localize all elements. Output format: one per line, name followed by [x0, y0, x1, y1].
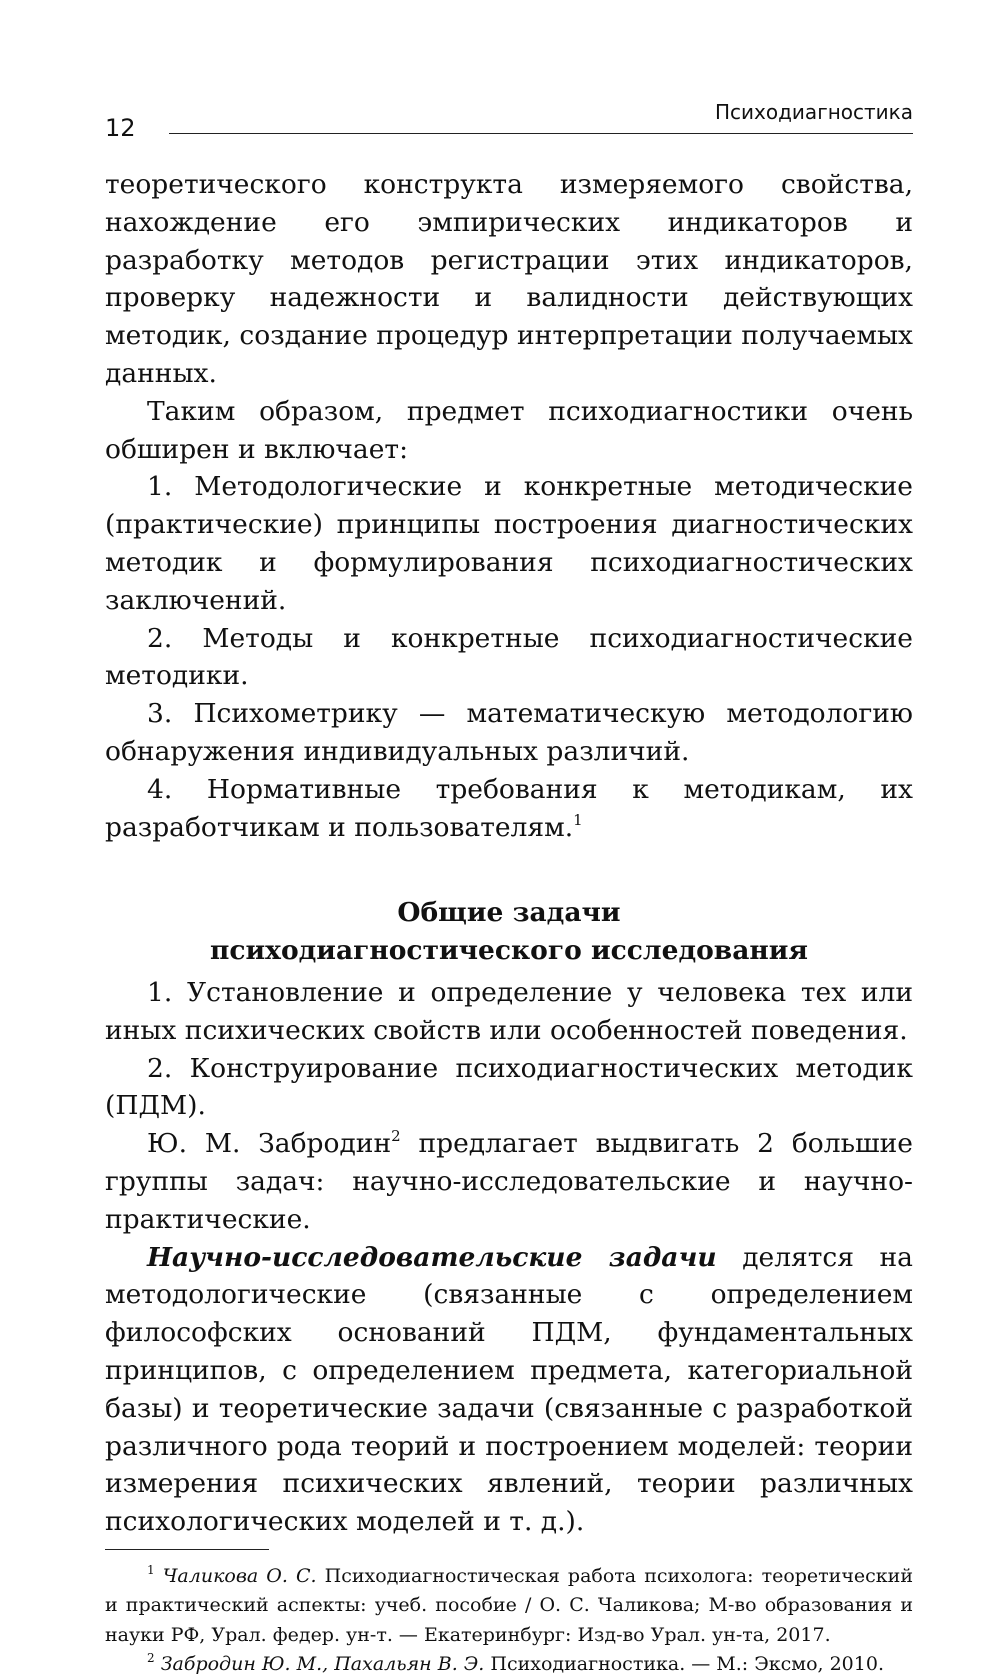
subject-intro-paragraph: Таким образом, предмет психодиагностики очень обширен и включает: [105, 395, 913, 465]
list-item-4 [105, 771, 913, 847]
list-item-4-text: 4. Нормативные требования к методикам, их разработчикам и пользователям. [105, 773, 913, 843]
continuation-paragraph: теоретического конструкта измеряемого свойства, нахождение его эмпирических индикаторов и разработку методов регистрации этих индикаторов, проверку надежности и валидности действующих методик, создание процедур интерпретации получаемых данных. [105, 169, 913, 389]
zabrodin-name: Ю. М. Забродин [147, 1128, 392, 1160]
footnote-ref-1[interactable]: 1 [573, 810, 583, 829]
footnote-2-text: Психодиагностика. — М.: Эксмо, 2010. [484, 1653, 884, 1676]
footnote-2-mark: 2 [147, 1651, 155, 1666]
running-head [105, 100, 913, 140]
footnote-1 [105, 1562, 913, 1651]
footnote-2 [105, 1650, 913, 1680]
footnote-1-mark: 1 [147, 1562, 155, 1577]
zabrodin-paragraph [105, 1125, 913, 1238]
list-item-1: 1. Методологические и конкретные методические (практические) принципы построения диагностических методик и формулирования психодиагностических заключений. [105, 471, 913, 616]
zabrodin-text: предлагает выдвигать 2 большие группы задач: научно-исследовательские и научно-практические. [105, 1128, 913, 1235]
page-number: 12 [105, 114, 136, 142]
footnote-1-author: Чаликова О. С. [162, 1564, 317, 1587]
running-title: Психодиагностика [715, 100, 913, 124]
section-heading-line-1: Общие задачи [397, 897, 621, 929]
research-tasks-text: делятся на методологические (связанные с определением философских оснований ПДМ, фундаментальных принципов, с определением предмета, категориальной базы) и теоретические задачи (связанные с разработкой различного рода теорий и построением моделей: теории измерения психических явлений, теории различных психологических моделей и т. д.). [105, 1241, 913, 1538]
research-tasks-term: Научно-исследовательские задачи [147, 1241, 717, 1273]
section-heading [105, 894, 913, 970]
section-heading-line-2: психодиагностического исследования [209, 935, 809, 967]
footnote-2-author: Забродин Ю. М., Пахальян В. Э. [160, 1653, 485, 1676]
task-item-1: 1. Установление и определение у человека тех или иных психических свойств или особенностей поведения. [105, 976, 913, 1046]
research-tasks-paragraph [105, 1239, 913, 1541]
list-item-2: 2. Методы и конкретные психодиагностические методики. [105, 622, 913, 692]
page-body [105, 166, 913, 1680]
footnote-1-text: Психодиагностическая работа психолога: теоретический и практический аспекты: учеб. пособие / О. С. Чаликова; М-во образования и науки РФ, Урал. федер. ун-т. — Екатеринбург: Изд-во Урал. ун-та, 2017. [105, 1564, 913, 1646]
header-rule [169, 133, 913, 134]
footnote-ref-2[interactable]: 2 [391, 1127, 401, 1146]
footnote-rule [105, 1549, 269, 1550]
section-spacer [105, 846, 913, 894]
task-item-2: 2. Конструирование психодиагностических методик (ПДМ). [105, 1052, 913, 1122]
list-item-3: 3. Психометрику — математическую методологию обнаружения индивидуальных различий. [105, 698, 913, 767]
